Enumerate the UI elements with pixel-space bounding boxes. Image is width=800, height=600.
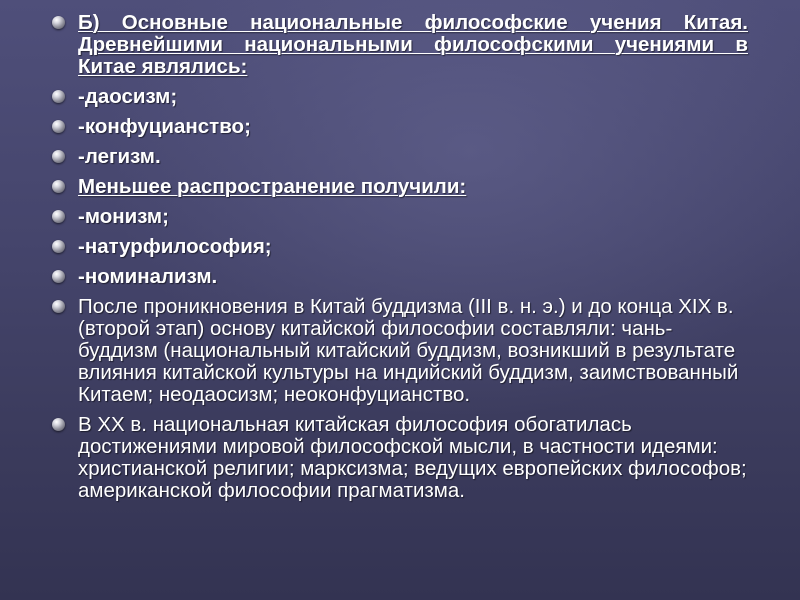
list-item: [48, 146, 748, 168]
bullet-icon: [52, 16, 65, 29]
list-item-text: -конфуцианство;: [78, 115, 251, 138]
bullet-icon: [52, 150, 65, 163]
list-item: [48, 236, 748, 258]
bullet-icon: [52, 180, 65, 193]
paragraph-text: После проникновения в Китай буддизма (III в. н. э.) и до конца XIX в. (второй этап) основу китайской философии составляли: чань-буддизм (национальный китайский буддизм, возникший в результате влияния китайской культуры на индийский буддизм, заимствованный Китаем; неодаосизм; неоконфуцианство.: [78, 295, 739, 406]
bullet-icon: [52, 210, 65, 223]
bullet-icon: [52, 300, 65, 313]
bullet-icon: [52, 120, 65, 133]
list-item: [48, 116, 748, 138]
list-item-text: -монизм;: [78, 205, 169, 228]
paragraph-text: В XX в. национальная китайская философия обогатилась достижениями мировой философской мысли, в частности идеями: христианской религии; марксизма; ведущих европейских философов; американской философии прагматизма.: [78, 413, 747, 502]
list-item: [48, 86, 748, 108]
list-item: [48, 12, 748, 78]
list-item-text: -легизм.: [78, 145, 161, 168]
list-item: [48, 206, 748, 228]
section-heading: Б) Основные национальные философские учения Китая. Древнейшими национальными философскими учениями в Китае являлись:: [78, 11, 748, 78]
list-item-text: -даосизм;: [78, 85, 178, 108]
section-heading: Меньшее распространение получили:: [78, 175, 467, 198]
list-item: [48, 296, 748, 406]
bullet-icon: [52, 90, 65, 103]
list-item-text: -номинализм.: [78, 265, 218, 288]
bullet-list: [48, 12, 748, 508]
list-item: [48, 176, 748, 198]
list-item-text: -натурфилософия;: [78, 235, 272, 258]
list-item: [48, 266, 748, 288]
list-item: [48, 414, 748, 502]
bullet-icon: [52, 240, 65, 253]
bullet-icon: [52, 418, 65, 431]
bullet-icon: [52, 270, 65, 283]
